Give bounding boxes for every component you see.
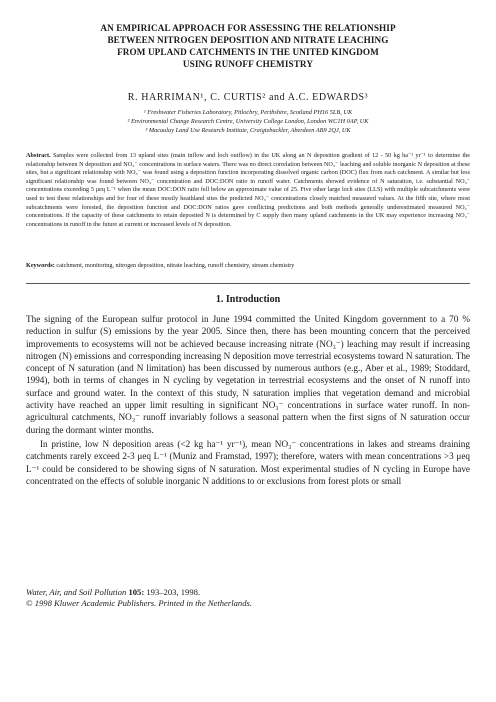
paragraph: In pristine, low N deposition areas (<2 kg ha⁻¹ yr⁻¹), mean NO₃⁻ concentrations in lakes and streams draining catchments rarely exceed 2-3 μeq L⁻¹ (Muniz and Framstad, 1997); therefore, waters with mean concentrations >3 μeq L⁻¹ could be considered to be showing signs of N saturation. Most experimental studies of N cycling in Europe have concentrated on the effects of soluble inorganic N additions to or exclusions from forest plots or small <box>26 438 470 486</box>
paragraph: The signing of the European sulfur protocol in June 1994 committed the United Kingdom government to a 70 % reduction in sulfur (S) emissions by the year 2005. Since then, there has been mounting concern that the perceived improvements to ecosystems will not be achieved because increasing nitrate (NO₃⁻) leaching may result if increasing nitrogen (N) emissions and corresponding increasing N deposition move terrestrial ecosystems toward N saturation. The concept of N saturation (and N limitation) has been discussed by numerous authors (e.g., Aber et al., 1989; Stoddard, 1994), both in terms of changes in N cycling by vegetation in terrestrial ecosystems and the onset of N runoff into surface and ground water. In the context of this study, N saturation implies that vegetation demand and microbial activity have reached an upper limit resulting in significant NO₃⁻ concentrations in surface water runoff. In non-agricultural catchments, NO₃⁻ runoff invariably follows a seasonal pattern when the first signs of N saturation occur during the dormant winter months. <box>26 314 470 435</box>
abstract-label: Abstract. <box>26 152 51 159</box>
journal-volume: 105: <box>128 587 145 597</box>
copyright-mark: © <box>26 598 33 608</box>
copyright <box>26 598 470 609</box>
journal-citation <box>26 587 470 598</box>
abstract <box>26 152 470 229</box>
journal-pages: 193–203, 1998. <box>146 587 201 597</box>
affiliation: ³ Macaulay Land Use Research Institute, Craigiebuckler, Aberdeen AB9 2QJ, UK <box>145 127 351 134</box>
keywords <box>26 262 470 271</box>
title-line: AN EMPIRICAL APPROACH FOR ASSESSING THE RELATIONSHIP <box>100 23 396 33</box>
affiliations <box>60 108 436 135</box>
body-text <box>26 313 470 487</box>
keywords-label: Keywords: <box>26 262 55 269</box>
copyright-text: 1998 Kluwer Academic Publishers. Printed in the Netherlands. <box>34 598 252 608</box>
journal-name: Water, Air, and Soil Pollution <box>26 587 127 597</box>
keywords-text: catchment, monitoring, nitrogen deposition, nitrate leaching, runoff chemistry, stream chemistry <box>56 262 295 269</box>
author-list: R. HARRIMAN¹, C. CURTIS² and A.C. EDWARDS³ <box>127 92 369 103</box>
title-line: FROM UPLAND CATCHMENTS IN THE UNITED KINGDOM <box>117 47 379 57</box>
section-heading: 1. Introduction <box>215 294 281 305</box>
paper-title <box>30 22 466 70</box>
affiliation: ² Environmental Change Research Centre, University College London, London WC1H 0AP, UK <box>127 118 369 125</box>
affiliation: ¹ Freshwater Fisheries Laboratory, Pitlochry, Perthshire, Scotland PH16 5LB, UK <box>143 109 353 116</box>
title-line: BETWEEN NITROGEN DEPOSITION AND NITRATE LEACHING <box>107 35 389 45</box>
divider <box>26 283 470 284</box>
abstract-text: Samples were collected from 13 upland sites (main inflow and loch outflow) in the UK along an N deposition gradient of 12 - 50 kg ha⁻¹ yr⁻¹ to determine the relationship between N deposition and NO₃⁻ concentrations in surface waters. There was no direct correlation between NO₃⁻ leaching and soluble inorganic N deposition at these sites, but a significant relationship with NO₃⁻ was found using a deposition function incorporating dissolved organic carbon (DOC) flux from each catchment. A similar but less significant relationship was found between NO₃⁻ concentration and DOC:DON ratio in runoff water. Catchments showed evidence of N saturation, i.e. substantial NO₃⁻ concentrations exceeding 5 μeq L⁻¹ when the mean DOC:DON ratio fell below an approximate value of 25. Five other large loch sites (LLS) with multiple subcatchments were used to test these relationships and for four of these mostly heathland sites the predicted NO₃⁻ concentrations closely matched measured values. At the fifth site, where most subcatchments were forested, the deposition function and DOC:DON ratios gave conflicting predictions and both methods generally underestimated measured NO₃⁻ concentrations. If the capacity of these catchments to retain deposited N is determined by C supply then many upland catchments in the UK may experience increasing NO₃⁻ concentrations in runoff in the future at current or increased levels of N deposition. <box>26 152 470 228</box>
citation-footer <box>26 587 470 609</box>
title-line: USING RUNOFF CHEMISTRY <box>182 59 314 69</box>
